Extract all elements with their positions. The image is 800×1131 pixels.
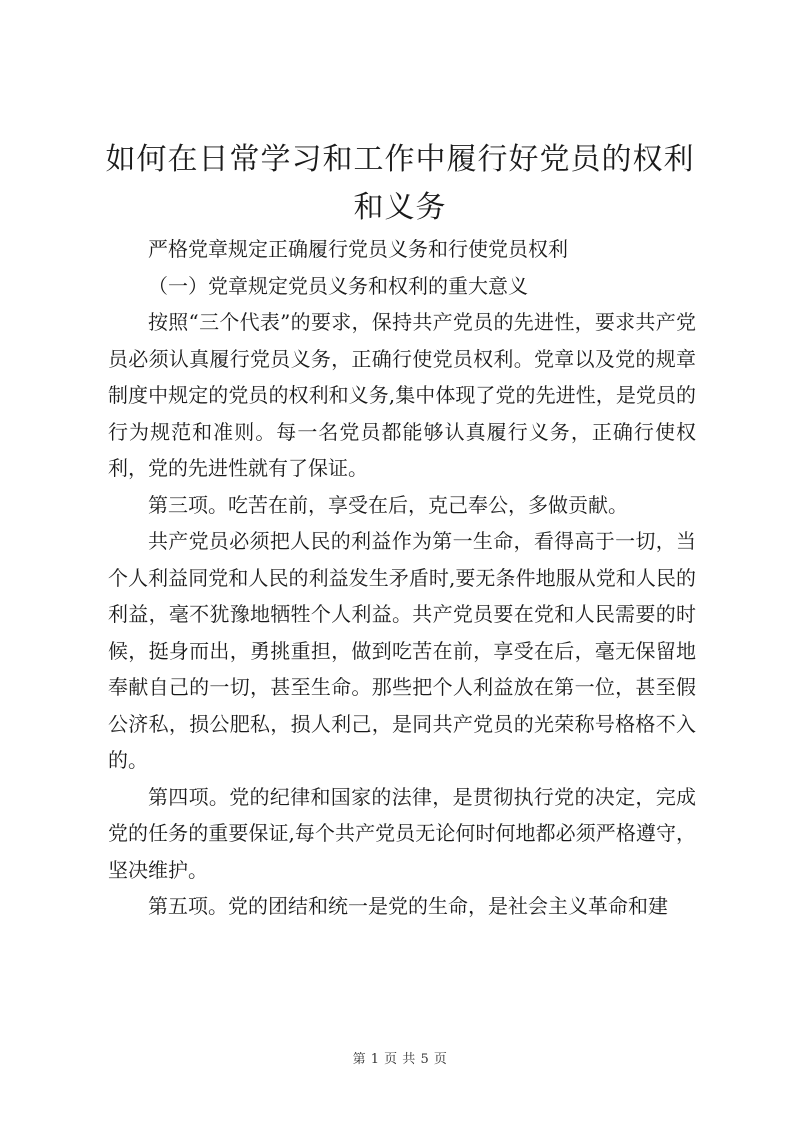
- document-title: 如何在日常学习和工作中履行好党员的权利和义务: [105, 142, 695, 225]
- section-heading: 严格党章规定正确履行党员义务和行使党员权利: [148, 237, 568, 261]
- subsection-heading: （一）党章规定党员义务和权利的重大意义: [148, 273, 528, 298]
- paragraph: 第三项。吃苦在前，享受在后，克己奉公，多做贡献。: [148, 492, 628, 517]
- page-footer: 第 1 页 共 5 页: [352, 1052, 448, 1067]
- document-body: [108, 231, 696, 925]
- paragraph: 共产党员必须把人民的利益作为第一生命，看得高于一切，当个人利益同党和人民的利益发生矛盾时,要无条件地服从党和人民的利益，毫不犹豫地牺牲个人利益。共产党员要在党和人民需要的时候，挺身而出，勇挑重担，做到吃苦在前，享受在后，毫无保留地奉献自己的一切，甚至生命。那些把个人利益放在第一位，甚至假公济私，损公肥私，损人利己，是同共产党员的光荣称号格格不入的。: [108, 529, 696, 772]
- paragraph: 第四项。党的纪律和国家的法律，是贯彻执行党的决定，完成党的任务的重要保证,每个共产党员无论何时何地都必须严格遵守，坚决维护。: [108, 784, 696, 882]
- paragraph: 第五项。党的团结和统一是党的生命，是社会主义革命和建: [148, 894, 668, 918]
- paragraph: 按照“三个代表”的要求，保持共产党员的先进性，要求共产党员必须认真履行党员义务，正确行使党员权利。党章以及党的规章制度中规定的党员的权利和义务,集中体现了党的先进性，是党员的行为规范和准则。每一名党员都能够认真履行义务，正确行使权利，党的先进性就有了保证。: [108, 310, 696, 480]
